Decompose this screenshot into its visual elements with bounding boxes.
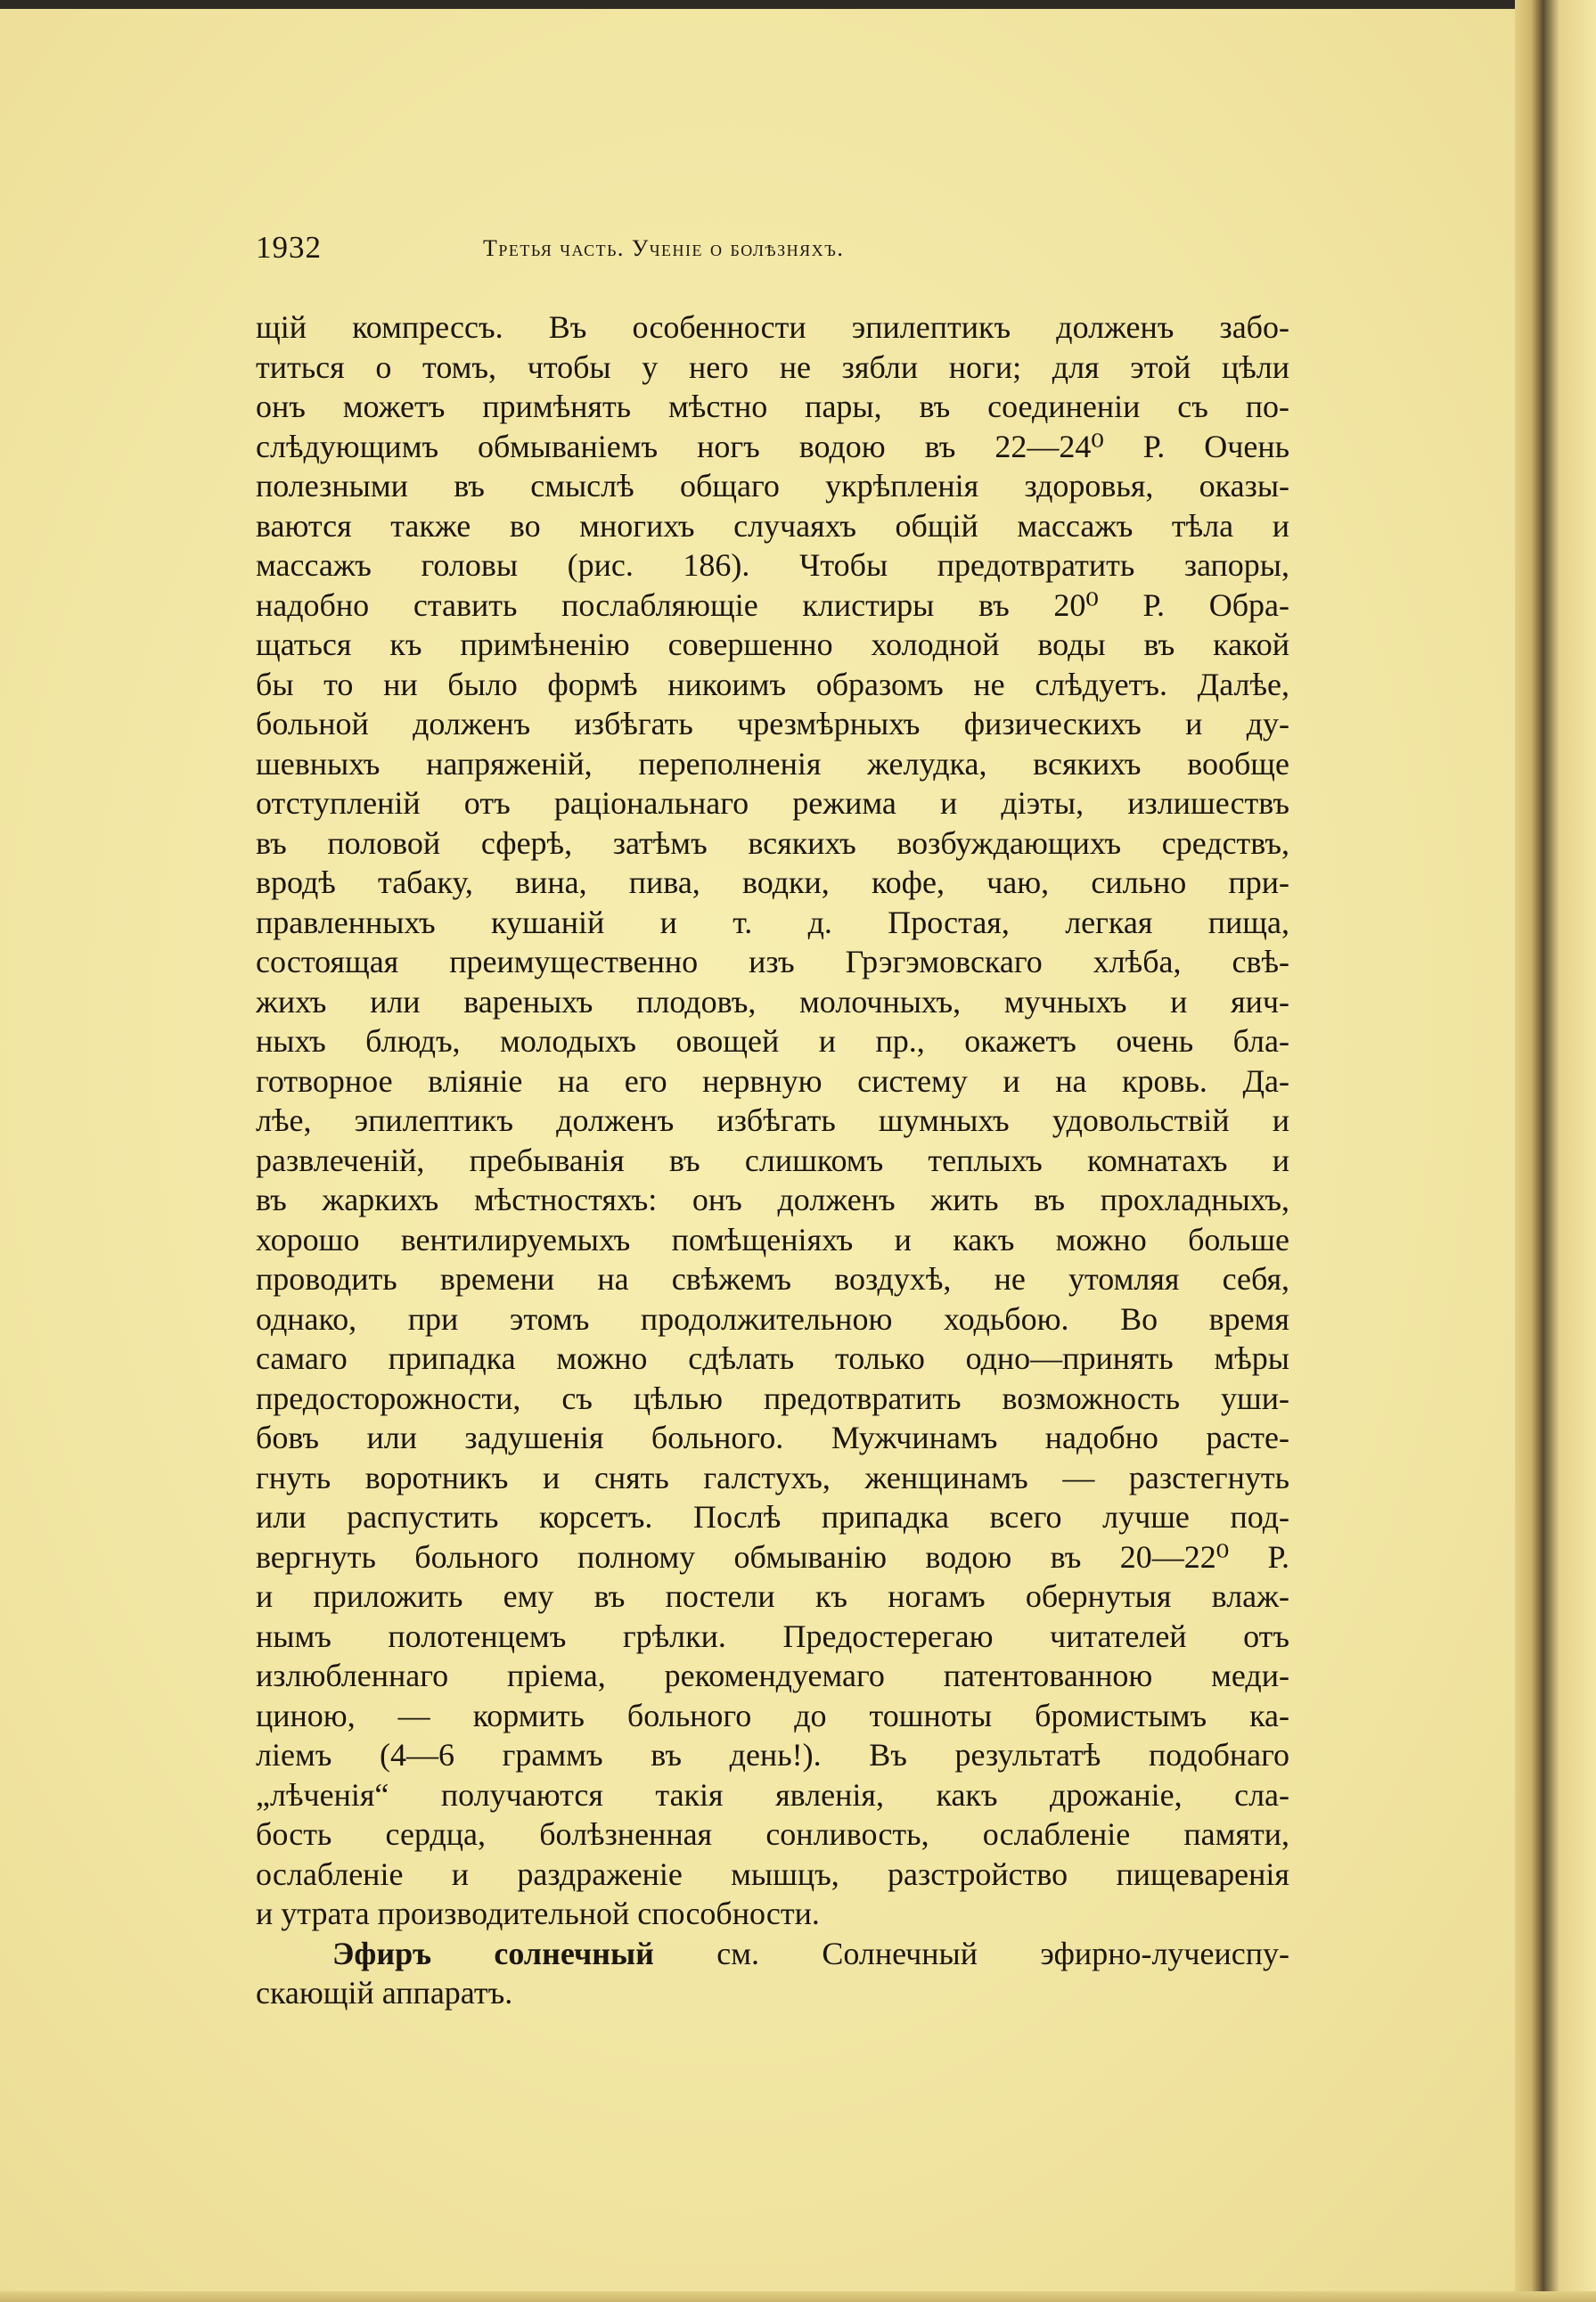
text-line: вергнуть больного полному обмыванію водою въ 20—22⁰ Р. bbox=[256, 1538, 1289, 1575]
running-head: Третья часть. Ученіе о болѣзняхъ. bbox=[483, 235, 845, 261]
text-line: слѣдующимъ обмываніемъ ногъ водою въ 22—24⁰ Р. Очень bbox=[256, 428, 1289, 464]
text-line: самаго припадка можно сдѣлать только одно—принять мѣры bbox=[256, 1340, 1289, 1376]
text-line: циною, — кормить больного до тошноты бромистымъ ка- bbox=[256, 1697, 1289, 1733]
text-line: щаться къ примѣненію совершенно холодной воды въ какой bbox=[256, 627, 1289, 662]
text-line: надобно ставить послабляющіе клистиры въ 20⁰ Р. Обра- bbox=[256, 586, 1289, 623]
text-line: и приложить ему въ постели къ ногамъ обернутыя влаж- bbox=[256, 1578, 1289, 1614]
text-line: вродѣ табаку, вина, пива, водки, кофе, чаю, сильно при- bbox=[256, 864, 1289, 900]
body-text bbox=[256, 307, 1289, 2013]
text-line: бовъ или задушенія больного. Мужчинамъ надобно расте- bbox=[256, 1420, 1289, 1455]
text-line: бы то ни было формѣ никоимъ образомъ не слѣдуетъ. Далѣе, bbox=[256, 666, 1289, 702]
text-line: бость сердца, болѣзненная сонливость, ослабленіе памяти, bbox=[256, 1816, 1289, 1852]
text-line: щій компрессъ. Въ особенности эпилептикъ долженъ забо- bbox=[256, 309, 1289, 345]
text-line: излюбленнаго пріема, рекомендуемаго патентованною меди- bbox=[256, 1658, 1289, 1693]
text-line: титься о томъ, чтобы у него не зябли ноги; для этой цѣли bbox=[256, 348, 1289, 385]
text-line: ослабленіе и раздраженіе мышцъ, разстройство пищеваренія bbox=[256, 1856, 1289, 1892]
text-line: проводить времени на свѣжемъ воздухѣ, не утомляя себя, bbox=[256, 1261, 1289, 1297]
book-spine-edge bbox=[1515, 0, 1596, 2302]
text-line: въ половой сферѣ, затѣмъ всякихъ возбуждающихъ средствъ, bbox=[256, 824, 1289, 861]
page-header bbox=[256, 230, 1307, 274]
entry-reference-continuation: скающій аппаратъ. bbox=[256, 1975, 513, 2011]
text-line: въ жаркихъ мѣстностяхъ: онъ долженъ жить въ прохладныхъ, bbox=[256, 1182, 1289, 1217]
text-line: предосторожности, съ цѣлью предотвратить возможность уши- bbox=[256, 1380, 1289, 1416]
text-line: полезными въ смыслѣ общаго укрѣпленія здоровья, оказы- bbox=[256, 468, 1289, 504]
entry-term: Эфиръ солнечный bbox=[332, 1935, 654, 1971]
text-line: и утрата производительной способности. bbox=[256, 1896, 820, 1931]
dictionary-entry bbox=[256, 1934, 1289, 1974]
text-line: или распустить корсетъ. Послѣ припадка всего лучше под- bbox=[256, 1499, 1289, 1535]
page-bottom-edge bbox=[0, 2291, 1596, 2302]
text-line: развлеченій, пребыванія въ слишкомъ теплыхъ комнатахъ и bbox=[256, 1142, 1289, 1178]
text-line: хорошо вентилируемыхъ помѣщеніяхъ и какъ можно больше bbox=[256, 1221, 1289, 1257]
entry-reference: см. Солнечный эфирно-лучеиспу- bbox=[716, 1935, 1289, 1971]
text-line: однако, при этомъ продолжительною ходьбою. Во время bbox=[256, 1300, 1289, 1337]
text-line: готворное вліяніе на его нервную систему и на кровь. Да- bbox=[256, 1062, 1289, 1099]
text-line: ваются также во многихъ случаяхъ общій массажъ тѣла и bbox=[256, 507, 1289, 544]
text-line: „лѣченія“ получаются такія явленія, какъ дрожаніе, сла- bbox=[256, 1776, 1289, 1813]
text-line: ныхъ блюдъ, молодыхъ овощей и пр., окажетъ очень бла- bbox=[256, 1023, 1289, 1059]
text-line: жихъ или вареныхъ плодовъ, молочныхъ, мучныхъ и яич- bbox=[256, 983, 1289, 1020]
text-line: больной долженъ избѣгать чрезмѣрныхъ физическихъ и ду- bbox=[256, 706, 1289, 741]
text-line: ліемъ (4—6 граммъ въ день!). Въ результатѣ подобнаго bbox=[256, 1737, 1289, 1773]
text-line: массажъ головы (рис. 186). Чтобы предотвратить запоры, bbox=[256, 547, 1289, 583]
text-line: нымъ полотенцемъ грѣлки. Предостерегаю читателей отъ bbox=[256, 1618, 1289, 1654]
page-top-edge bbox=[0, 0, 1596, 9]
text-line: онъ можетъ примѣнять мѣстно пары, въ соединеніи съ по- bbox=[256, 389, 1289, 424]
text-line: шевныхъ напряженій, переполненія желудка, всякихъ вообще bbox=[256, 745, 1289, 782]
text-line: отступленій отъ раціональнаго режима и діэты, излишествъ bbox=[256, 785, 1289, 821]
text-line: правленныхъ кушаній и т. д. Простая, легкая пища, bbox=[256, 904, 1289, 940]
page-number: 1932 bbox=[256, 230, 322, 265]
text-line: гнуть воротникъ и снять галстухъ, женщинамъ — разстегнуть bbox=[256, 1459, 1289, 1495]
text-line: лѣе, эпилептикъ долженъ избѣгать шумныхъ удовольствій и bbox=[256, 1102, 1289, 1138]
text-line: состоящая преимущественно изъ Грэгэмовскаго хлѣба, свѣ- bbox=[256, 944, 1289, 979]
